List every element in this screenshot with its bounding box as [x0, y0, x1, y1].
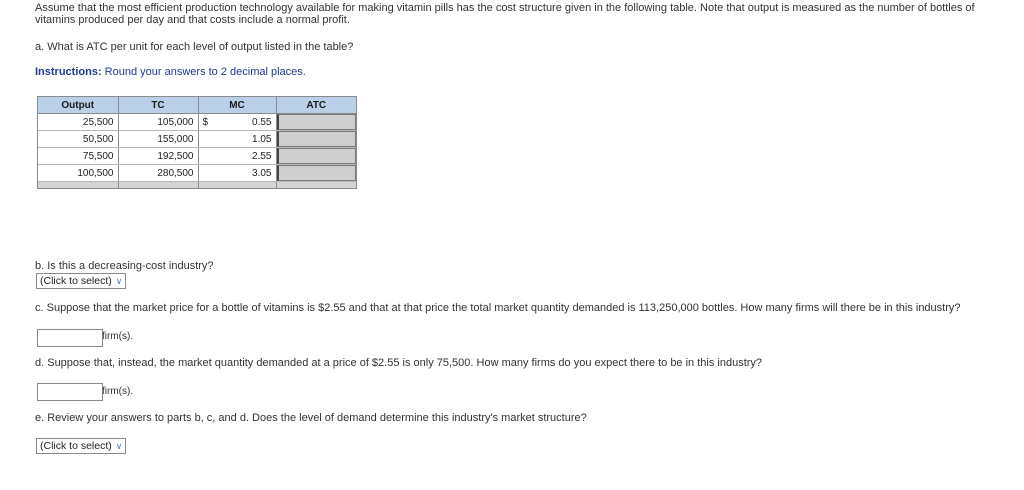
cell-output: 25,500: [38, 114, 118, 131]
cell-atc: [276, 148, 356, 165]
firms-input-d[interactable]: [37, 383, 103, 401]
header-atc: ATC: [276, 97, 356, 114]
select-label: (Click to select): [40, 275, 112, 287]
chevron-down-icon: ∨: [115, 441, 123, 451]
table-row: [38, 148, 356, 165]
firms-input-c[interactable]: [37, 329, 103, 347]
cell-output: 100,500: [38, 165, 118, 182]
question-c: c. Suppose that the market price for a bottle of vitamins is $2.55 and that at that price the total market quantity demanded is 113,250,000 bottles. How many firms will there be in this industry?: [35, 302, 961, 314]
instructions-label: Instructions:: [35, 66, 102, 78]
select-decreasing-cost[interactable]: [36, 273, 126, 289]
chevron-down-icon: ∨: [115, 276, 123, 286]
table-row: [38, 114, 356, 131]
currency-symbol: $: [202, 116, 209, 128]
header-tc: TC: [118, 97, 198, 114]
cell-mc: 2.55: [198, 148, 276, 165]
cell-mc: [198, 114, 276, 131]
table-footer: [38, 182, 356, 189]
question-a: a. What is ATC per unit for each level of output listed in the table?: [35, 41, 354, 53]
header-output: Output: [38, 97, 118, 114]
table-row: [38, 165, 356, 182]
instructions-text: Round your answers to 2 decimal places.: [101, 66, 306, 78]
table-row: [38, 131, 356, 148]
atc-input[interactable]: [277, 165, 357, 181]
atc-input[interactable]: [277, 114, 357, 130]
question-e: e. Review your answers to parts b, c, and d. Does the level of demand determine this industry's market structure?: [35, 412, 587, 424]
question-d: d. Suppose that, instead, the market quantity demanded at a price of $2.55 is only 75,500. How many firms do you expect there to be in this industry?: [35, 357, 763, 369]
firms-label-c: firm(s).: [102, 331, 134, 342]
cell-tc: 105,000: [118, 114, 198, 131]
mc-value: 0.55: [252, 116, 272, 128]
cell-mc: 1.05: [198, 131, 276, 148]
intro-text: Assume that the most efficient production technology available for making vitamin pills has the cost structure given in the following table. Note that output is measured as the number of bottles of vitamins produced per day and that costs include a normal profit.: [35, 2, 975, 26]
cell-tc: 280,500: [118, 165, 198, 182]
cell-atc: [276, 131, 356, 148]
atc-input[interactable]: [277, 148, 357, 164]
select-label: (Click to select): [40, 440, 112, 452]
instructions: [35, 66, 306, 78]
cell-output: 75,500: [38, 148, 118, 165]
cell-atc: [276, 165, 356, 182]
cost-table: [37, 96, 357, 189]
cell-output: 50,500: [38, 131, 118, 148]
question-b: b. Is this a decreasing-cost industry?: [35, 260, 214, 272]
cell-mc: 3.05: [198, 165, 276, 182]
header-mc: MC: [198, 97, 276, 114]
atc-input[interactable]: [277, 131, 357, 147]
cell-tc: 155,000: [118, 131, 198, 148]
firms-label-d: firm(s).: [102, 386, 134, 397]
cell-atc: [276, 114, 356, 131]
cell-tc: 192,500: [118, 148, 198, 165]
select-market-structure[interactable]: [36, 438, 126, 454]
